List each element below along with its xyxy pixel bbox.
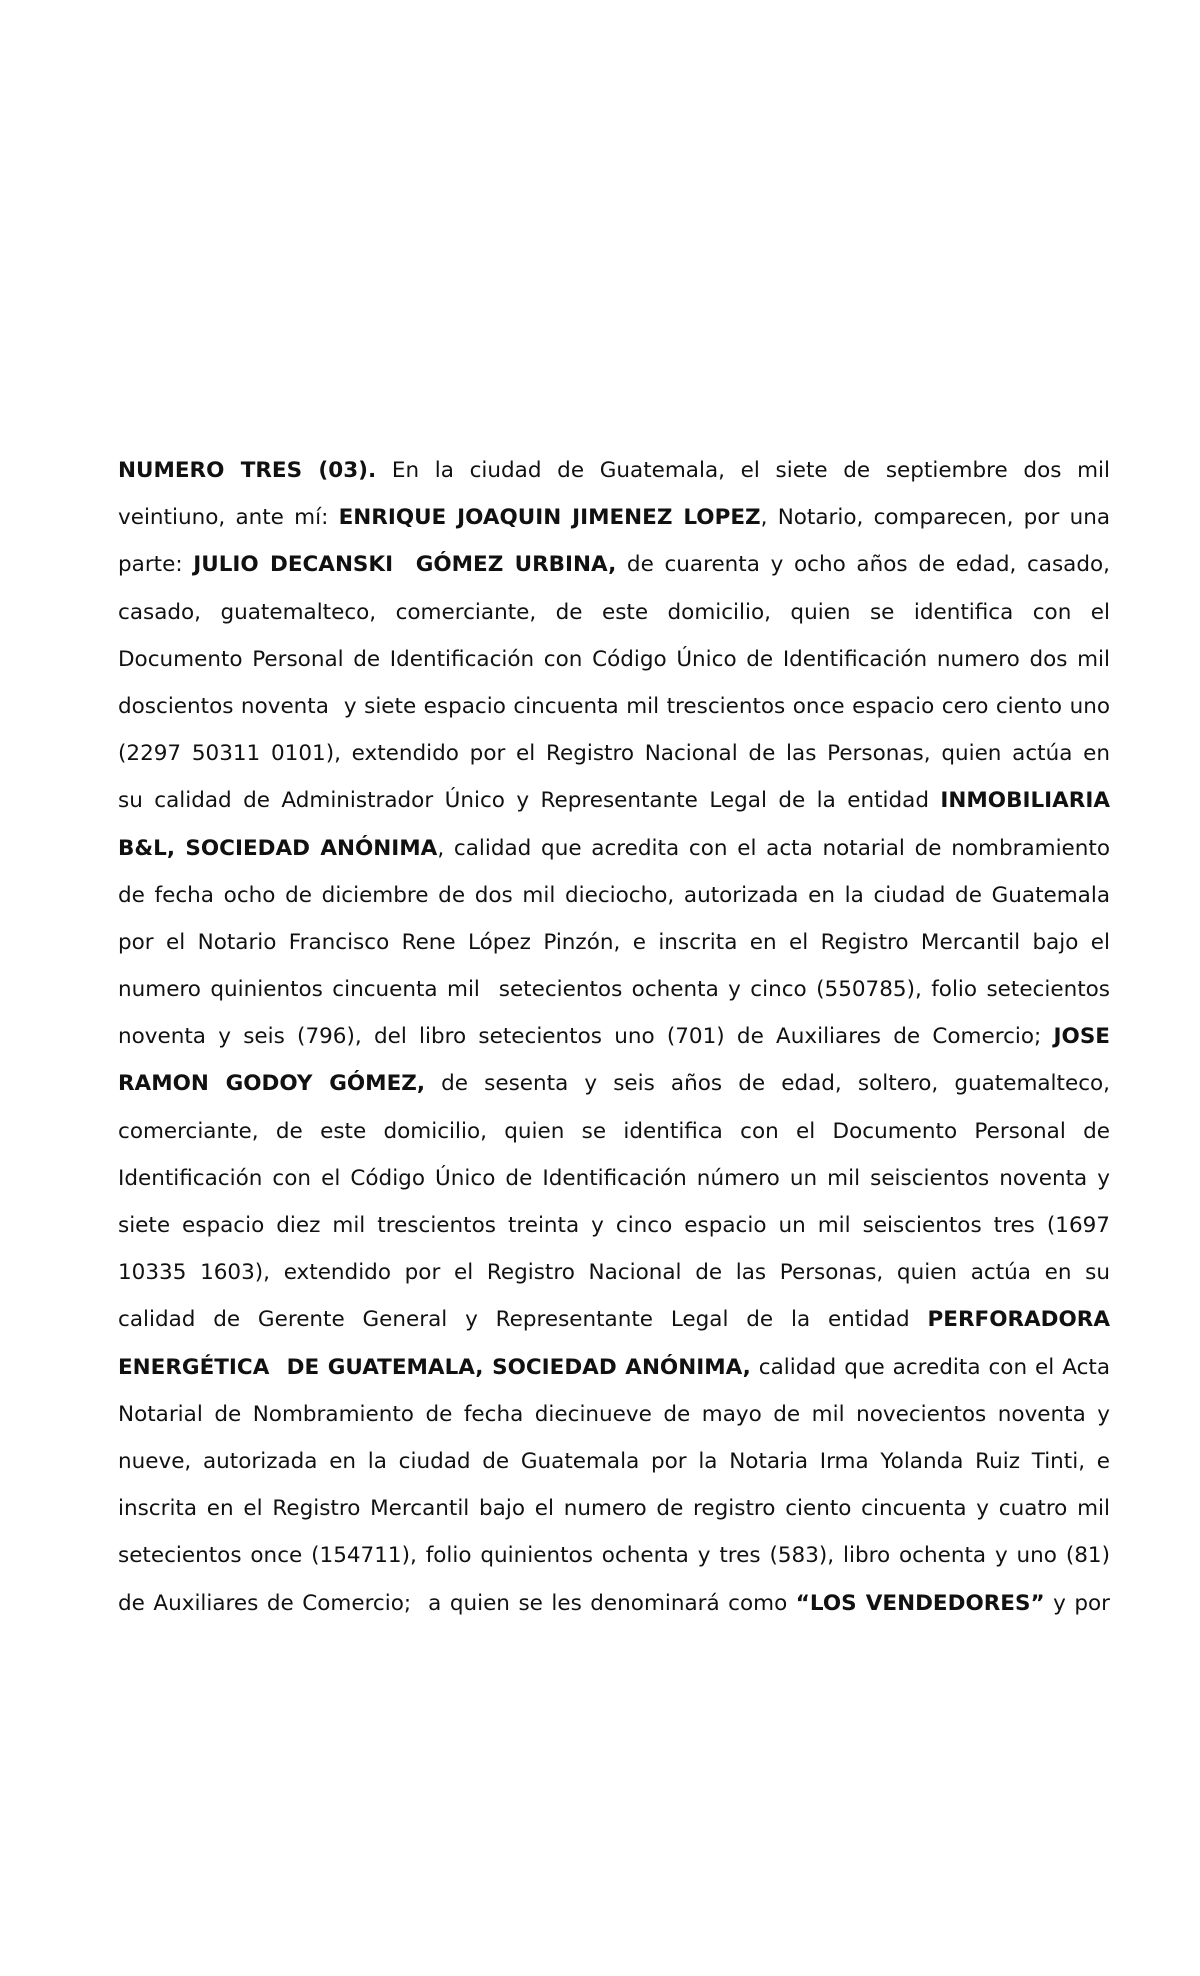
text-segment: 10335 1603), extendido por el Registro Nacional de las Personas, quien actúa en su	[118, 1260, 1110, 1286]
bold-text-segment: RAMON GODOY GÓMEZ,	[118, 1071, 426, 1097]
text-line	[118, 777, 1110, 824]
text-segment: , Notario, comparecen, por una	[760, 505, 1110, 531]
text-segment: casado, guatemalteco, comerciante, de este domicilio, quien se identifica con el	[118, 599, 1110, 625]
text-line	[118, 494, 1110, 541]
text-segment: Documento Personal de Identificación con Código Único de Identificación numero dos mil	[118, 646, 1110, 672]
text-line	[118, 1249, 1110, 1296]
text-segment: de fecha ocho de diciembre de dos mil dieciocho, autorizada en la ciudad de Guatemala	[118, 882, 1110, 908]
text-segment: calidad que acredita con el Acta	[750, 1354, 1110, 1380]
text-line	[118, 872, 1110, 919]
bold-text-segment: INMOBILIARIA	[940, 788, 1110, 814]
text-segment: calidad de Gerente General y Representante Legal de la entidad	[118, 1307, 928, 1333]
text-segment: Notarial de Nombramiento de fecha diecinueve de mayo de mil novecientos noventa y	[118, 1401, 1110, 1427]
text-segment: y por	[1044, 1590, 1110, 1616]
text-line	[118, 1155, 1110, 1202]
text-segment: noventa y seis (796), del libro setecientos uno (701) de Auxiliares de Comercio;	[118, 1024, 1054, 1050]
document-page	[118, 447, 1110, 1627]
text-segment: por el Notario Francisco Rene López Pinzón, e inscrita en el Registro Mercantil bajo el	[118, 929, 1110, 955]
text-line	[118, 1060, 1110, 1107]
text-line	[118, 1485, 1110, 1532]
text-segment: setecientos once (154711), folio quinientos ochenta y tres (583), libro ochenta y uno (81)	[118, 1543, 1110, 1569]
bold-text-segment: JOSE	[1053, 1024, 1110, 1050]
text-segment: En la ciudad de Guatemala, el siete de septiembre dos mil	[376, 458, 1111, 483]
text-line	[118, 589, 1110, 636]
text-line	[118, 1438, 1110, 1485]
text-segment: veintiuno, ante mí:	[118, 505, 339, 531]
text-line	[118, 919, 1110, 966]
text-segment: parte:	[118, 552, 194, 578]
bold-text-segment: ENERGÉTICA DE GUATEMALA, SOCIEDAD ANÓNIMA,	[118, 1354, 751, 1380]
text-segment: comerciante, de este domicilio, quien se identifica con el Documento Personal de	[118, 1118, 1110, 1144]
text-line	[118, 683, 1110, 730]
text-segment: inscrita en el Registro Mercantil bajo el numero de registro ciento cincuenta y cuatro mil	[118, 1496, 1110, 1522]
text-segment: de cuarenta y ocho años de edad, casado,	[616, 552, 1110, 578]
text-segment: (2297 50311 0101), extendido por el Registro Nacional de las Personas, quien actúa en	[118, 741, 1110, 767]
text-line	[118, 1202, 1110, 1249]
bold-text-segment: B&L, SOCIEDAD ANÓNIMA	[118, 835, 438, 861]
bold-text-segment: PERFORADORA	[927, 1307, 1110, 1333]
text-line	[118, 730, 1110, 777]
text-line	[118, 1391, 1110, 1438]
text-line	[118, 1296, 1110, 1343]
text-segment: nueve, autorizada en la ciudad de Guatemala por la Notaria Irma Yolanda Ruiz Tinti, e	[118, 1448, 1110, 1474]
text-line	[118, 447, 1110, 494]
text-line	[118, 636, 1110, 683]
text-segment: doscientos noventa y siete espacio cincuenta mil trescientos once espacio cero ciento uno	[118, 693, 1110, 719]
text-segment: Identificación con el Código Único de Identificación número un mil seiscientos noventa y	[118, 1165, 1110, 1191]
bold-text-segment: NUMERO TRES (03).	[118, 458, 377, 483]
text-line	[118, 966, 1110, 1013]
text-segment: numero quinientos cincuenta mil setecientos ochenta y cinco (550785), folio setecientos	[118, 977, 1110, 1003]
text-line	[118, 1013, 1110, 1060]
text-line	[118, 1344, 1110, 1391]
document-paragraph	[118, 447, 1110, 1627]
text-line	[118, 1108, 1110, 1155]
text-line	[118, 825, 1110, 872]
text-line	[118, 1532, 1110, 1579]
bold-text-segment: “LOS VENDEDORES”	[795, 1590, 1045, 1616]
text-line	[118, 541, 1110, 588]
text-segment: su calidad de Administrador Único y Representante Legal de la entidad	[118, 788, 941, 814]
bold-text-segment: ENRIQUE JOAQUIN JIMENEZ LOPEZ	[338, 505, 761, 531]
bold-text-segment: JULIO DECANSKI GÓMEZ URBINA,	[193, 552, 617, 578]
text-segment: de sesenta y seis años de edad, soltero, guatemalteco,	[425, 1071, 1110, 1097]
text-segment: de Auxiliares de Comercio; a quien se les denominará como	[118, 1590, 796, 1616]
text-segment: siete espacio diez mil trescientos treinta y cinco espacio un mil seiscientos tres (1697	[118, 1213, 1110, 1238]
text-line	[118, 1580, 1110, 1627]
text-segment: , calidad que acredita con el acta notarial de nombramiento	[437, 835, 1110, 861]
